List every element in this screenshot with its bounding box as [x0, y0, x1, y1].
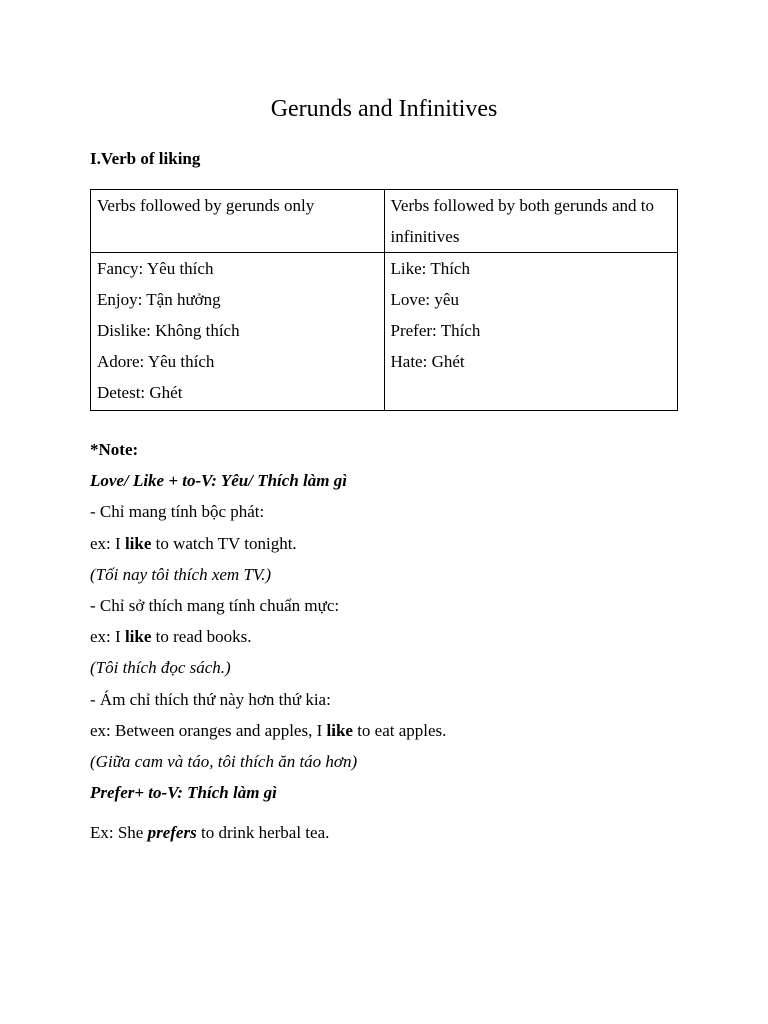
example-suffix: to eat apples.: [352, 720, 447, 740]
list-item: Detest: Ghét: [97, 383, 183, 402]
example-line: [90, 528, 690, 559]
example-prefix: ex: I: [90, 627, 125, 647]
table-header-cell: [91, 190, 385, 253]
header-gerunds-only: Verbs followed by gerunds only: [97, 196, 315, 215]
example-suffix: to drink herbal tea.: [196, 823, 330, 843]
example-line: [90, 817, 690, 848]
list-item: Adore: Yêu thích: [97, 352, 215, 371]
example-translation: (Tôi thích đọc sách.): [90, 658, 231, 678]
point-spontaneous: - Chỉ mang tính bộc phát:: [90, 502, 265, 522]
example-line: [90, 715, 690, 746]
list-item: Love: yêu: [390, 290, 459, 309]
note-label: *Note:: [90, 440, 139, 459]
example-prefix: ex: I: [90, 533, 125, 553]
example-suffix: to watch TV tonight.: [151, 533, 297, 553]
notes-section: [90, 434, 690, 848]
example-verb: like: [124, 533, 152, 553]
list-item: Like: Thích: [390, 259, 470, 278]
table-header-cell: [384, 190, 678, 253]
point-standard-hobby: - Chỉ sở thích mang tính chuẩn mực:: [90, 595, 340, 615]
table-header-row: [91, 190, 678, 253]
verbs-table: [90, 189, 678, 411]
list-item: Fancy: Yêu thích: [97, 259, 214, 278]
point-preference: - Ám chỉ thích thứ này hơn thứ kia:: [90, 689, 331, 709]
list-item: Dislike: Không thích: [97, 321, 240, 340]
example-suffix: to read books.: [151, 627, 252, 647]
document-title: Gerunds and Infinitives: [270, 96, 498, 122]
header-both-line-2: infinitives: [390, 227, 460, 246]
example-line: [90, 621, 690, 652]
rule-love-like: Love/ Like + to-V: Yêu/ Thích làm gì: [90, 471, 347, 491]
header-both-line-1: Verbs followed by both gerunds and to: [390, 196, 654, 215]
both-forms-cell: [384, 253, 678, 411]
example-verb: like: [326, 720, 353, 740]
example-verb: like: [124, 627, 152, 647]
list-item: Enjoy: Tận hưởng: [97, 290, 221, 309]
list-item: Prefer: Thích: [390, 321, 481, 340]
example-prefix: ex: Between oranges and apples, I: [90, 720, 327, 740]
gerunds-only-cell: [91, 253, 385, 411]
example-prefix: Ex: She: [90, 823, 148, 843]
section-heading: I.Verb of liking: [90, 149, 201, 168]
example-translation: (Giữa cam và táo, tôi thích ăn táo hơn): [90, 751, 358, 771]
list-item: Hate: Ghét: [390, 352, 465, 371]
rule-prefer: Prefer+ to-V: Thích làm gì: [90, 783, 277, 803]
example-verb: prefers: [147, 823, 197, 843]
table-row: [91, 253, 678, 411]
example-translation: (Tối nay tôi thích xem TV.): [90, 564, 271, 584]
